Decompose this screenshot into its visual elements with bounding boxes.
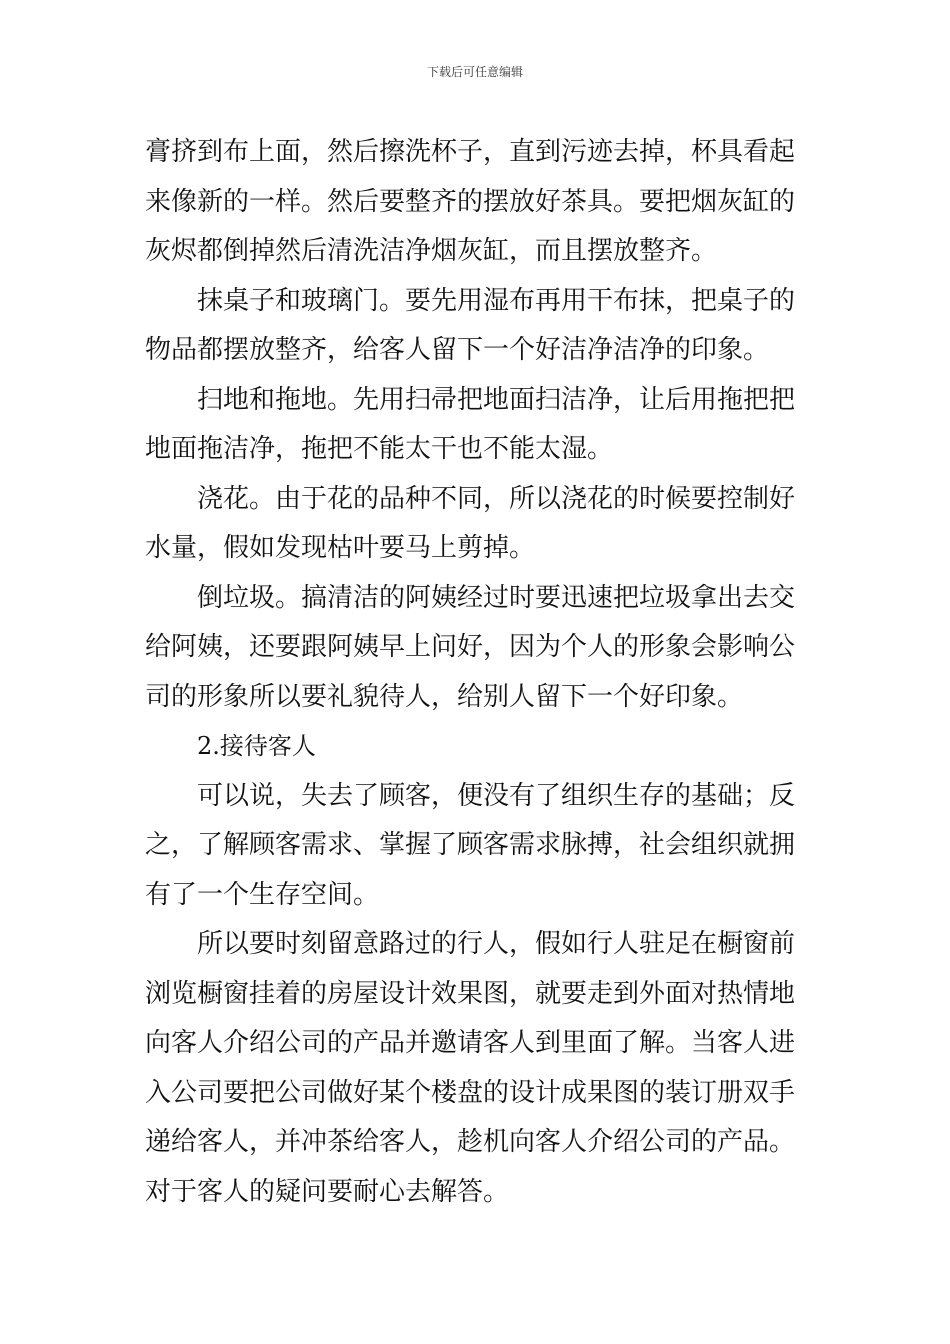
paragraph-first-line: 浇花。由于花的品种不同，所以浇花的时候要控制好 (197, 483, 796, 514)
paragraph-first-line: 扫地和拖地。先用扫帚把地面扫洁净，让后用拖把把 (197, 384, 796, 415)
text-line: 浏览橱窗挂着的房屋设计效果图，就要走到外面对热情地 (145, 978, 796, 1009)
text-line: 给阿姨，还要跟阿姨早上问好，因为个人的形象会影响公 (145, 632, 796, 662)
text-line: 入公司要把公司做好某个楼盘的设计成果图的装订册双手 (145, 1077, 796, 1108)
text-line: 地面拖洁净，拖把不能太干也不能太湿。 (145, 434, 614, 464)
document-body (145, 128, 815, 1217)
text-line: 膏挤到布上面，然后擦洗杯子，直到污迹去掉，杯具看起 (145, 137, 796, 167)
text-line: 对于客人的疑问要耐心去解答。 (145, 1176, 510, 1207)
text-line: 来像新的一样。然后要整齐的摆放好茶具。要把烟灰缸的 (145, 186, 796, 217)
text-line: 递给客人，并冲茶给客人，趁机向客人介绍公司的产品。 (145, 1127, 796, 1157)
text-line: 有了一个生存空间。 (145, 879, 380, 910)
paragraph-first-line: 倒垃圾。搞清洁的阿姨经过时要迅速把垃圾拿出去交 (197, 582, 796, 613)
text-line: 水量，假如发现枯叶要马上剪掉。 (145, 533, 536, 563)
text-line: 向客人介绍公司的产品并邀请客人到里面了解。当客人进 (145, 1028, 796, 1058)
paragraph-first-line: 所以要时刻留意路过的行人，假如行人驻足在橱窗前 (197, 929, 796, 959)
text-line: 物品都摆放整齐，给客人留下一个好洁净洁净的印象。 (145, 335, 770, 365)
section-heading: 2.接待客人 (197, 732, 316, 760)
text-line: 灰烬都倒掉然后清洗洁净烟灰缸，而且摆放整齐。 (145, 236, 718, 266)
paragraph-first-line: 可以说，失去了顾客，便没有了组织生存的基础；反 (197, 780, 796, 811)
text-line: 之，了解顾客需求、掌握了顾客需求脉搏，社会组织就拥 (145, 830, 796, 860)
page-header-note: 下载后可任意编辑 (426, 65, 523, 79)
text-line: 司的形象所以要礼貌待人，给别人留下一个好印象。 (145, 681, 744, 712)
paragraph-first-line: 抹桌子和玻璃门。要先用湿布再用干布抹，把桌子的 (197, 285, 796, 316)
